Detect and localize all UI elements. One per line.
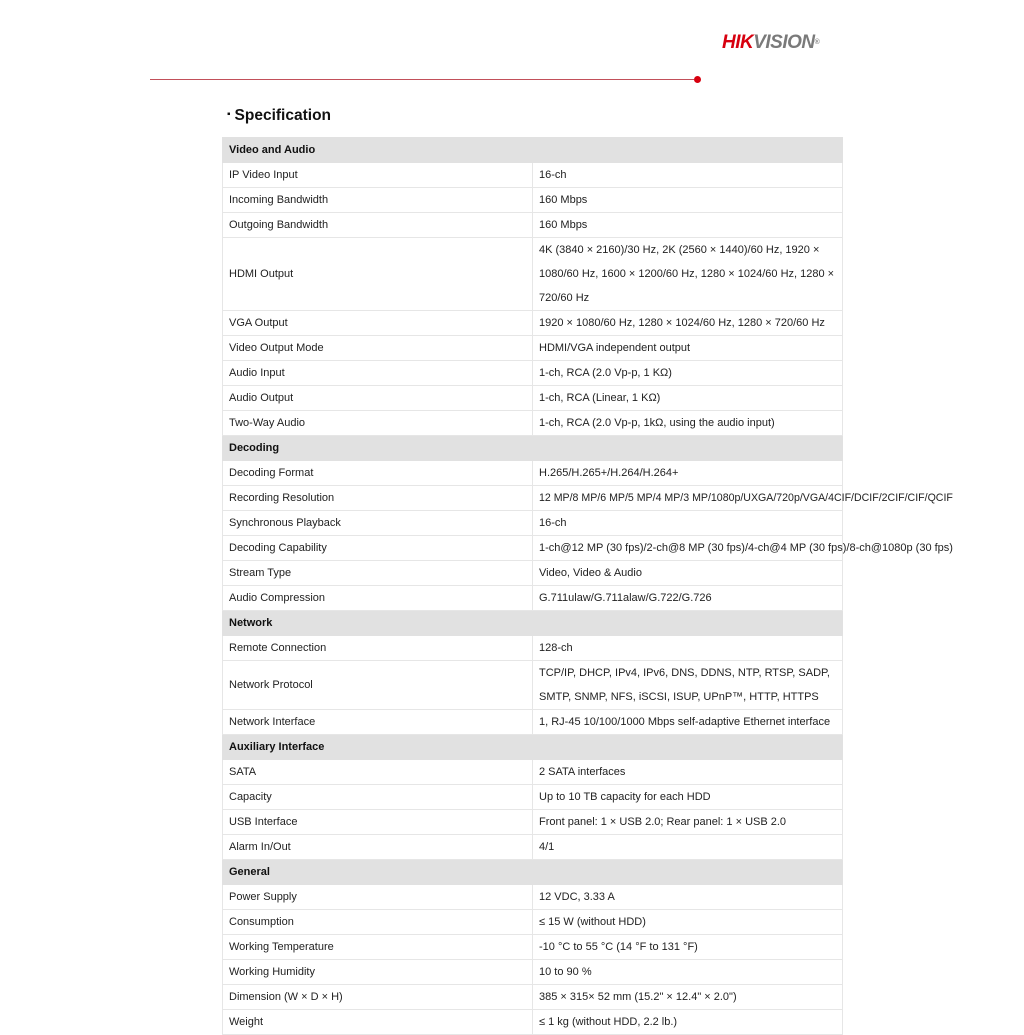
table-row xyxy=(223,536,843,561)
logo-primary: HIK xyxy=(722,32,754,53)
spec-label: Recording Resolution xyxy=(223,486,533,511)
spec-label: IP Video Input xyxy=(223,163,533,188)
spec-label: USB Interface xyxy=(223,810,533,835)
section-title-text: Specification xyxy=(234,107,332,124)
spec-label: Power Supply xyxy=(223,885,533,910)
logo-secondary: VISION xyxy=(753,32,815,53)
table-row xyxy=(223,835,843,860)
spec-value: TCP/IP, DHCP, IPv4, IPv6, DNS, DDNS, NTP, RTSP, SADP, SMTP, SNMP, NFS, iSCSI, ISUP, UPnP™, HTTP, HTTPS xyxy=(533,661,843,710)
spec-value: 160 Mbps xyxy=(533,213,843,238)
table-row xyxy=(223,386,843,411)
header-divider-dot xyxy=(694,76,701,83)
table-row xyxy=(223,486,843,511)
table-row xyxy=(223,910,843,935)
table-row xyxy=(223,188,843,213)
spec-value: 1-ch, RCA (2.0 Vp-p, 1kΩ, using the audio input) xyxy=(533,411,843,436)
spec-value: ≤ 1 kg (without HDD, 2.2 lb.) xyxy=(533,1010,843,1035)
spec-value: G.711ulaw/G.711alaw/G.722/G.726 xyxy=(533,586,843,611)
table-row xyxy=(223,461,843,486)
table-row xyxy=(223,785,843,810)
table-row xyxy=(223,511,843,536)
spec-label: Network Protocol xyxy=(223,661,533,710)
spec-label: Outgoing Bandwidth xyxy=(223,213,533,238)
table-row xyxy=(223,163,843,188)
spec-label: Capacity xyxy=(223,785,533,810)
spec-label: Incoming Bandwidth xyxy=(223,188,533,213)
bullet-icon: ▪ xyxy=(227,109,231,120)
table-row xyxy=(223,586,843,611)
table-row xyxy=(223,810,843,835)
table-row xyxy=(223,885,843,910)
group-header-auxiliary-interface: Auxiliary Interface xyxy=(223,735,843,760)
spec-value: 4/1 xyxy=(533,835,843,860)
spec-label: Two-Way Audio xyxy=(223,411,533,436)
group-header-network: Network xyxy=(223,611,843,636)
spec-value: 16-ch xyxy=(533,511,843,536)
spec-value: 1-ch@12 MP (30 fps)/2-ch@8 MP (30 fps)/4-ch@4 MP (30 fps)/8-ch@1080p (30 fps) xyxy=(533,536,843,561)
spec-label: Decoding Capability xyxy=(223,536,533,561)
spec-label: Remote Connection xyxy=(223,636,533,661)
table-row xyxy=(223,960,843,985)
spec-value: 4K (3840 × 2160)/30 Hz, 2K (2560 × 1440)/60 Hz, 1920 × 1080/60 Hz, 1600 × 1200/60 Hz, 1280 × 1024/60 Hz, 1280 × 720/60 Hz xyxy=(533,238,843,311)
spec-value: 385 × 315× 52 mm (15.2" × 12.4" × 2.0") xyxy=(533,985,843,1010)
table-row xyxy=(223,636,843,661)
spec-value: 10 to 90 % xyxy=(533,960,843,985)
group-header-decoding: Decoding xyxy=(223,436,843,461)
spec-label: Network Interface xyxy=(223,710,533,735)
spec-value: ≤ 15 W (without HDD) xyxy=(533,910,843,935)
spec-value: H.265/H.265+/H.264/H.264+ xyxy=(533,461,843,486)
table-row xyxy=(223,985,843,1010)
spec-value: HDMI/VGA independent output xyxy=(533,336,843,361)
table-row xyxy=(223,935,843,960)
spec-value: 1-ch, RCA (2.0 Vp-p, 1 KΩ) xyxy=(533,361,843,386)
group-header-general: General xyxy=(223,860,843,885)
spec-label: Audio Input xyxy=(223,361,533,386)
spec-value: 16-ch xyxy=(533,163,843,188)
table-row xyxy=(223,561,843,586)
table-row xyxy=(223,661,843,710)
table-row xyxy=(223,213,843,238)
spec-label: Synchronous Playback xyxy=(223,511,533,536)
registered-mark: ® xyxy=(814,39,820,46)
section-title xyxy=(227,107,331,125)
table-row xyxy=(223,361,843,386)
spec-label: Audio Compression xyxy=(223,586,533,611)
spec-value: 1920 × 1080/60 Hz, 1280 × 1024/60 Hz, 1280 × 720/60 Hz xyxy=(533,311,843,336)
spec-label: Video Output Mode xyxy=(223,336,533,361)
table-row xyxy=(223,760,843,785)
group-header-video-audio: Video and Audio xyxy=(223,138,843,163)
specification-table xyxy=(222,137,953,1035)
table-row xyxy=(223,311,843,336)
spec-label: SATA xyxy=(223,760,533,785)
hikvision-logo xyxy=(722,32,819,54)
spec-value: Up to 10 TB capacity for each HDD xyxy=(533,785,843,810)
spec-label: Consumption xyxy=(223,910,533,935)
table-row xyxy=(223,710,843,735)
spec-value: 128-ch xyxy=(533,636,843,661)
spec-label: Stream Type xyxy=(223,561,533,586)
spec-label: Decoding Format xyxy=(223,461,533,486)
spec-label: Weight xyxy=(223,1010,533,1035)
spec-label: Alarm In/Out xyxy=(223,835,533,860)
spec-value: Front panel: 1 × USB 2.0; Rear panel: 1 × USB 2.0 xyxy=(533,810,843,835)
table-row xyxy=(223,1010,843,1035)
spec-value: -10 °C to 55 °C (14 °F to 131 °F) xyxy=(533,935,843,960)
table-row xyxy=(223,336,843,361)
spec-value: 12 MP/8 MP/6 MP/5 MP/4 MP/3 MP/1080p/UXGA/720p/VGA/4CIF/DCIF/2CIF/CIF/QCIF xyxy=(533,486,843,511)
spec-label: Working Temperature xyxy=(223,935,533,960)
spec-label: HDMI Output xyxy=(223,238,533,311)
spec-label: Dimension (W × D × H) xyxy=(223,985,533,1010)
table-row xyxy=(223,411,843,436)
spec-value: 12 VDC, 3.33 A xyxy=(533,885,843,910)
spec-label: Audio Output xyxy=(223,386,533,411)
header-divider xyxy=(150,79,694,80)
spec-value: 1, RJ-45 10/100/1000 Mbps self-adaptive Ethernet interface xyxy=(533,710,843,735)
spec-value: 1-ch, RCA (Linear, 1 KΩ) xyxy=(533,386,843,411)
table-row xyxy=(223,238,843,311)
spec-value: 2 SATA interfaces xyxy=(533,760,843,785)
spec-value: Video, Video & Audio xyxy=(533,561,843,586)
spec-value: 160 Mbps xyxy=(533,188,843,213)
spec-label: VGA Output xyxy=(223,311,533,336)
spec-label: Working Humidity xyxy=(223,960,533,985)
